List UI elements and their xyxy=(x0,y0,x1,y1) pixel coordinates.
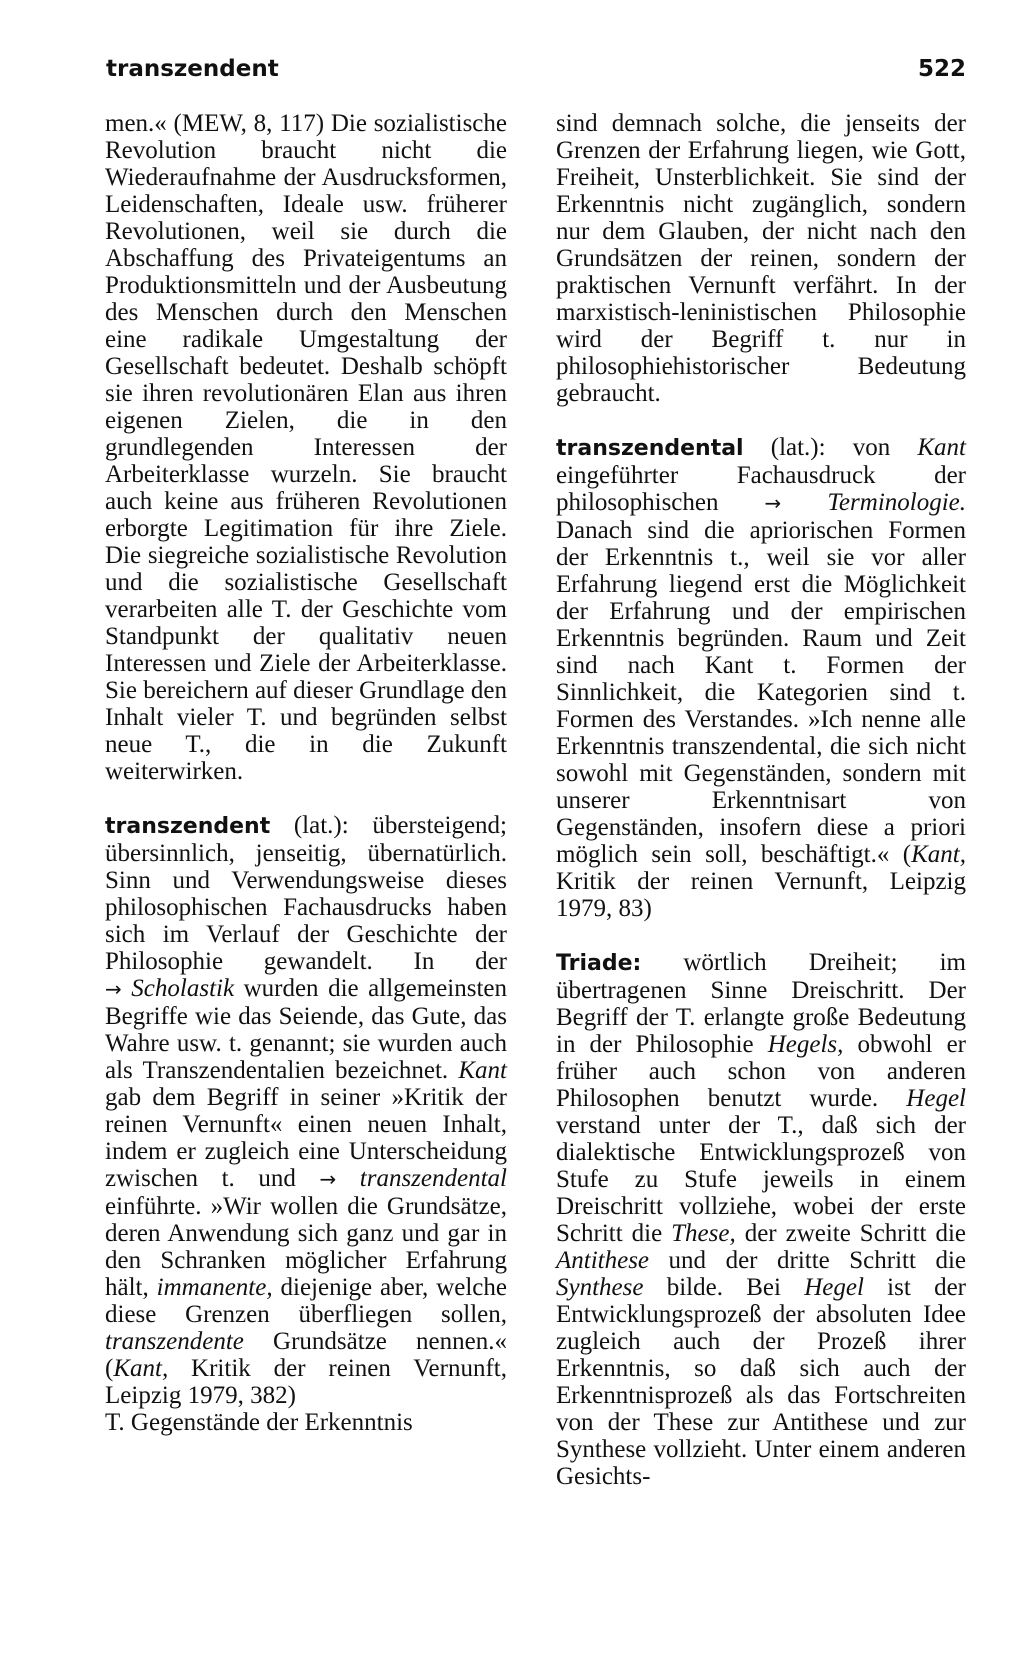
cross-reference-terminologie: Terminologie. xyxy=(827,489,966,516)
term-synthese: Synthese xyxy=(556,1274,644,1301)
cross-reference-scholastik: Scholastik xyxy=(131,975,235,1002)
author-hegel: Hegel xyxy=(804,1274,864,1301)
cross-reference-transzendental: transzendental xyxy=(359,1165,507,1192)
author-kant: Kant, xyxy=(911,841,966,868)
term-antithese: Antithese xyxy=(556,1247,650,1274)
page-number: 522 xyxy=(917,56,966,82)
author-kant: Kant xyxy=(458,1057,507,1084)
author-hegel: Hegels, xyxy=(767,1031,844,1058)
lemma-transzendent: transzendent xyxy=(105,814,271,839)
continuation-line: T. Gegenstände der Erkenntnis xyxy=(105,1409,413,1436)
author-kant: Kant xyxy=(917,434,966,461)
author-hegel: Hegel xyxy=(906,1085,966,1112)
entry-triade: Triade: wörtlich Dreiheit; im übertragenen Sinne Dreischritt. Der Begriff der T. erlangte große Bedeutung in der Philosophie Hegels, obwohl er früher auch schon von anderen Philosophen benutzt wurde. Hegel verstand unter der T., daß sich der dialektische Entwicklungsprozeß von Stufe zu Stufe jeweils in einem Dreischritt vollziehe, wobei der erste Schritt die These, der zweite Schritt die Antithese und der dritte Schritt die Synthese bilde. Bei Hegel ist der Entwicklungsprozeß der absoluten Idee zugleich auch der Prozeß ihrer Erkenntnis, so daß sich auch der Erkenntnisprozeß als das Fortschreiten von der These zur Antithese und zur Synthese vollzieht. Unter einem anderen Gesichts- xyxy=(556,949,966,1490)
right-column xyxy=(556,110,966,1490)
term-transzendente: transzendente xyxy=(105,1328,244,1355)
cross-reference-arrow: → xyxy=(319,1167,337,1191)
running-head xyxy=(106,56,966,90)
running-headword: transzendent xyxy=(106,56,279,82)
entry-transzendental: transzendental (lat.): von Kant eingeführter Fachausdruck der philosophischen → Terminologie. Danach sind die apriorischen Formen der Erkenntnis t., weil sie vor aller Erfahrung liegend erst die Möglichkeit der Erfahrung und der empirischen Erkenntnis begründen. Raum und Zeit sind nach Kant t. Formen der Sinnlichkeit, die Kategorien sind t. Formen des Verstandes. »Ich nenne alle Erkenntnis transzendental, die sich nicht sowohl mit Gegenständen, sondern mit unserer Erkenntnisart von Gegenständen, insofern diese a priori möglich sein soll, beschäftigt.« (Kant, Kritik der reinen Vernunft, Leipzig 1979, 83) xyxy=(556,434,966,922)
left-column xyxy=(105,110,507,1436)
term-these: These, xyxy=(671,1220,736,1247)
cross-reference-arrow: → xyxy=(105,977,122,1001)
term-immanente: immanente, xyxy=(156,1274,273,1301)
lemma-triade: Triade: xyxy=(556,951,642,976)
continuation-paragraph: men.« (MEW, 8, 117) Die sozialistische Revolution braucht nicht die Wiederaufnahme der Ausdrucksformen, Leidenschaften, Ideale usw. früherer Revolutionen, weil sie durch die Abschaffung des Privateigentums an Produktionsmitteln und der Ausbeutung des Menschen durch den Menschen eine radikale Umgestaltung der Gesellschaft bedeutet. Deshalb schöpft sie ihren revolutionären Elan aus ihren eigenen Zielen, die in den grundlegenden Interessen der Arbeiterklasse wurzeln. Sie braucht auch keine aus früheren Revolutionen erborgte Legitimation für ihre Ziele. Die siegreiche sozialistische Revolution und die sozialistische Gesellschaft verarbeiten alle T. der Geschichte vom Standpunkt der qualitativ neuen Interessen und Ziele der Arbeiterklasse. Sie bereichern auf dieser Grundlage den Inhalt vieler T. und begründen selbst neue T., die in die Zukunft weiterwirken. xyxy=(105,110,507,785)
lemma-transzendental: transzendental xyxy=(556,436,744,461)
cross-reference-arrow: → xyxy=(764,491,782,515)
continuation-paragraph: sind demnach solche, die jenseits der Grenzen der Erfahrung liegen, wie Gott, Freiheit, Unsterblichkeit. Sie sind der Erkenntnis nicht zugänglich, sondern nur dem Glauben, der nicht nach den Grundsätzen der reinen, sondern der praktischen Vernunft verfährt. In der marxistisch-leninistischen Philosophie wird der Begriff t. nur in philosophiehistorischer Bedeutung gebraucht. xyxy=(556,110,966,407)
entry-transzendent: transzendent (lat.): übersteigend; übersinnlich, jenseitig, übernatürlich. Sinn und Verwendungsweise dieses philosophischen Fachausdrucks haben sich im Verlauf der Geschichte der Philosophie gewandelt. In der → Scholastik wurden die allgemeinsten Begriffe wie das Seiende, das Gute, das Wahre usw. t. genannt; sie wurden auch als Transzendentalien bezeichnet. Kant gab dem Begriff in seiner »Kritik der reinen Vernunft« einen neuen Inhalt, indem er zugleich eine Unterscheidung zwischen t. und → transzendental einführte. »Wir wollen die Grundsätze, deren Anwendung sich ganz und gar in den Schranken möglicher Erfahrung hält, immanente, diejenige aber, welche diese Grenzen überfliegen sollen, transzendente Grundsätze nennen.« (Kant, Kritik der reinen Vernunft, Leipzig 1979, 382) xyxy=(105,812,507,1409)
author-kant: Kant, xyxy=(113,1355,169,1382)
